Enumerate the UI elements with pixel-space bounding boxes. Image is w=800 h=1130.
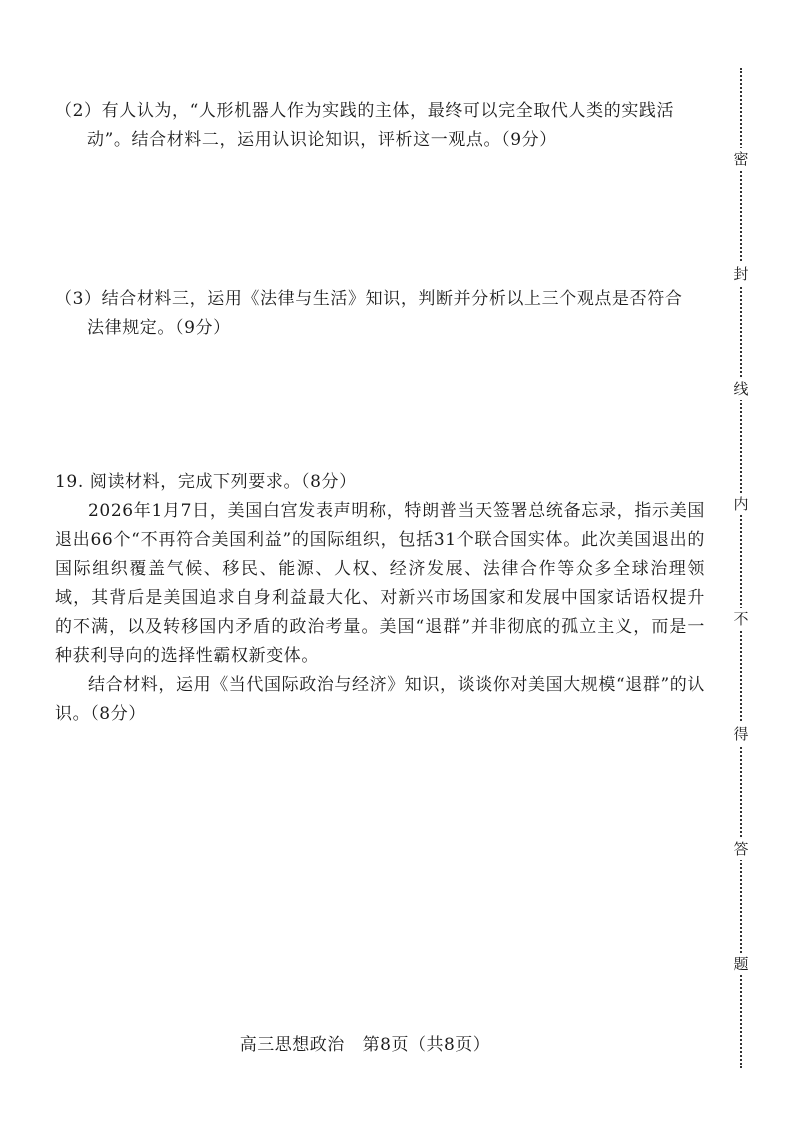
seal-char-5: 不 (733, 610, 749, 628)
seal-char-4: 内 (733, 495, 749, 513)
seal-char-6: 得 (733, 725, 749, 743)
question-2 (55, 97, 705, 155)
page-footer (0, 1030, 730, 1055)
seal-char-3: 线 (733, 380, 749, 398)
question-2-line-1: 有人认为，“人形机器人作为实践的主体，最终可以完全取代人类的实践活 (101, 101, 675, 121)
question-19 (55, 468, 705, 729)
question-2-line-2: 动”。结合材料二，运用认识论知识，评析这一观点。（9分） (87, 130, 557, 150)
question-3-line-2: 法律规定。（9分） (87, 318, 231, 338)
question-2-number: （2） (55, 101, 102, 121)
footer-page-number: 第8页（共8页） (362, 1035, 491, 1055)
question-3 (55, 285, 705, 343)
seal-dotted-line (740, 68, 744, 1068)
seal-char-8: 题 (733, 955, 749, 973)
question-3-line-1: 结合材料三，运用《法律与生活》知识，判断并分析以上三个观点是否符合 (101, 289, 683, 309)
seal-char-1: 密 (733, 150, 749, 168)
question-19-material: 2026年1月7日，美国白宫发表声明称，特朗普当天签署总统备忘录，指示美国退出66个“不再符合美国利益”的国际组织，包括31个联合国实体。此次美国退出的国际组织覆盖气候、移民、能源、人权、经济发展、法律合作等众多全球治理领域，其背后是美国追求自身利益最大化、对新兴市场国家和发展中国家话语权提升的不满，以及转移国内矛盾的政治考量。美国“退群”并非彻底的孤立主义，而是一种获利导向的选择性霸权新变体。 (55, 501, 705, 666)
question-19-task: 结合材料，运用《当代国际政治与经济》知识，谈谈你对美国大规模“退群”的认识。（8分） (55, 675, 705, 724)
footer-subject: 高三思想政治 (239, 1035, 345, 1055)
seal-char-2: 封 (733, 265, 749, 283)
question-3-number: （3） (55, 289, 102, 309)
seal-char-7: 答 (733, 840, 749, 858)
question-19-heading: 19. 阅读材料，完成下列要求。（8分） (55, 472, 357, 492)
